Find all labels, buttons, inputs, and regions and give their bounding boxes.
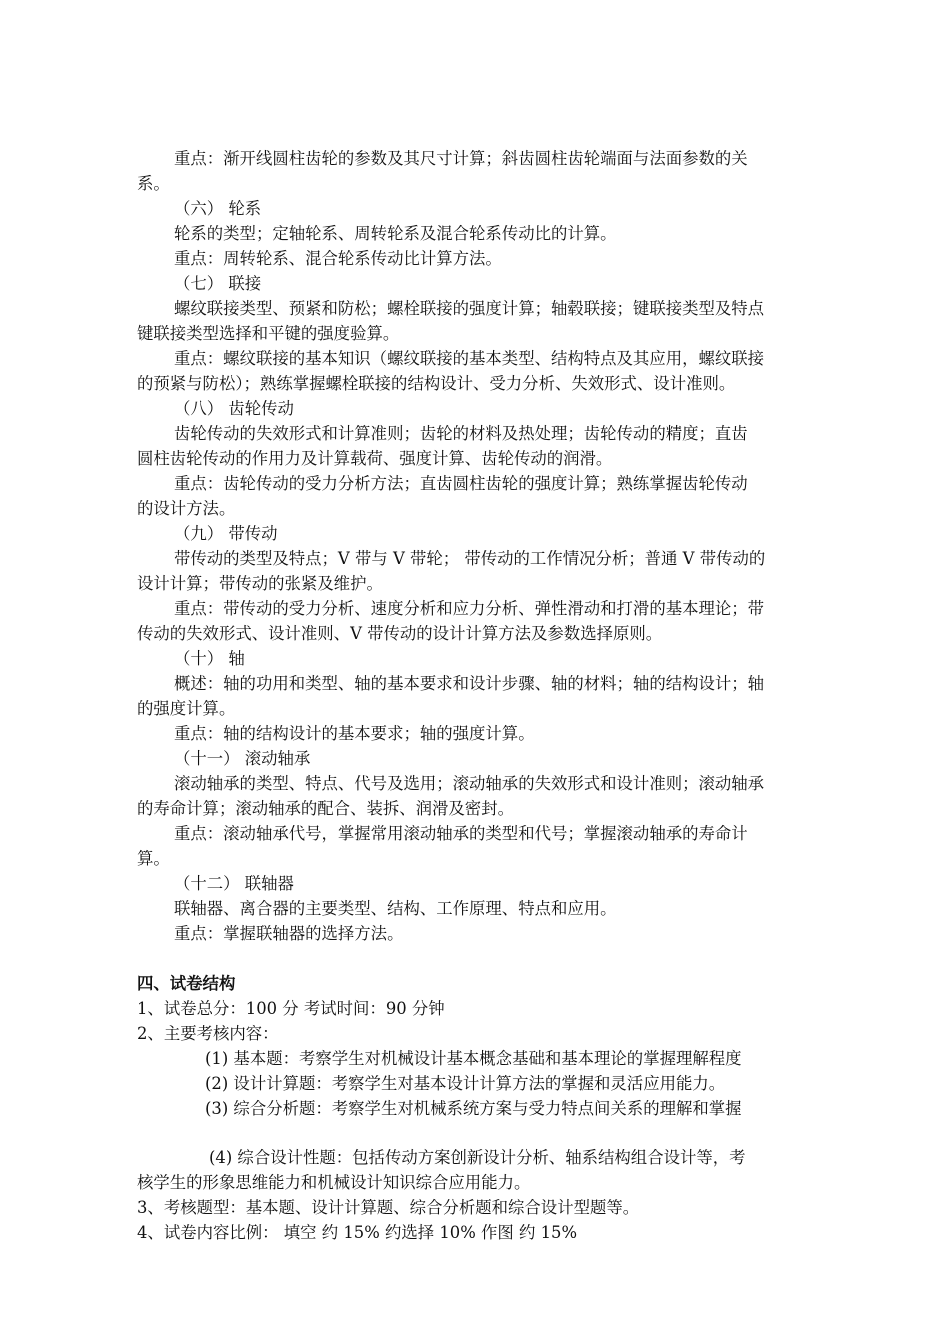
text-line: 1、试卷总分：100 分 考试时间：90 分钟 — [137, 999, 445, 1018]
text-line: 的预紧与防松）；熟练掌握螺栓联接的结构设计、受力分析、失效形式、设计准则。 — [137, 374, 736, 393]
text-line: （十一） 滚动轴承 — [174, 749, 311, 768]
text-line: （十） 轴 — [174, 649, 245, 668]
text-line: （六） 轮系 — [174, 199, 262, 218]
text-line: 联轴器、离合器的主要类型、结构、工作原理、特点和应用。 — [174, 899, 617, 918]
text-line: 3、考核题型：基本题、设计计算题、综合分析题和综合设计型题等。 — [137, 1198, 640, 1217]
text-line: 齿轮传动的失效形式和计算准则；齿轮的材料及热处理；齿轮传动的精度；直齿 — [174, 424, 748, 443]
text-line: （九） 带传动 — [174, 524, 278, 543]
text-line: 重点：轴的结构设计的基本要求；轴的强度计算。 — [174, 724, 535, 743]
text-line: （十二） 联轴器 — [174, 874, 294, 893]
text-line: (4) 综合设计性题：包括传动方案创新设计分析、轴系结构组合设计等，考 — [209, 1148, 746, 1167]
text-line: （八） 齿轮传动 — [174, 399, 294, 418]
text-line: (1) 基本题：考察学生对机械设计基本概念基础和基本理论的掌握理解程度 — [205, 1049, 742, 1068]
text-line: 2、主要考核内容： — [137, 1024, 279, 1043]
text-line: 滚动轴承的类型、特点、代号及选用；滚动轴承的失效形式和设计准则；滚动轴承 — [174, 774, 765, 793]
text-line: 重点：滚动轴承代号，掌握常用滚动轴承的类型和代号；掌握滚动轴承的寿命计 — [174, 824, 748, 843]
text-line: 概述：轴的功用和类型、轴的基本要求和设计步骤、轴的材料；轴的结构设计；轴 — [174, 674, 765, 693]
text-line: 的强度计算。 — [137, 699, 236, 718]
text-line: 重点：螺纹联接的基本知识（螺纹联接的基本类型、结构特点及其应用，螺纹联接 — [174, 349, 765, 368]
text-line: 核学生的形象思维能力和机械设计知识综合应用能力。 — [137, 1173, 531, 1192]
text-line: 的寿命计算；滚动轴承的配合、装拆、润滑及密封。 — [137, 799, 514, 818]
text-line: 圆柱齿轮传动的作用力及计算载荷、强度计算、齿轮传动的润滑。 — [137, 449, 613, 468]
text-line: 的设计方法。 — [137, 499, 236, 518]
section-heading: 四、试卷结构 — [137, 974, 236, 993]
text-line: (3) 综合分析题：考察学生对机械系统方案与受力特点间关系的理解和掌握 — [205, 1099, 742, 1118]
text-line: 系。 — [137, 174, 170, 193]
text-line: 螺纹联接类型、预紧和防松；螺栓联接的强度计算；轴毂联接；键联接类型及特点 — [174, 299, 765, 318]
text-line: 重点：周转轮系、混合轮系传动比计算方法。 — [174, 249, 502, 268]
text-line: 带传动的类型及特点；V 带与 V 带轮； 带传动的工作情况分析；普通 V 带传动的 — [174, 549, 766, 568]
text-line: 轮系的类型；定轴轮系、周转轮系及混合轮系传动比的计算。 — [174, 224, 617, 243]
text-line: 重点：掌握联轴器的选择方法。 — [174, 924, 404, 943]
text-line: 4、试卷内容比例： 填空 约 15% 约选择 10% 作图 约 15% — [137, 1223, 578, 1242]
text-line: （七） 联接 — [174, 274, 262, 293]
text-line: 键联接类型选择和平键的强度验算。 — [137, 324, 400, 343]
text-line: (2) 设计计算题：考察学生对基本设计计算方法的掌握和灵活应用能力。 — [205, 1074, 726, 1093]
text-line: 设计计算；带传动的张紧及维护。 — [137, 574, 383, 593]
text-line: 重点：齿轮传动的受力分析方法；直齿圆柱齿轮的强度计算；熟练掌握齿轮传动 — [174, 474, 748, 493]
text-line: 重点：带传动的受力分析、速度分析和应力分析、弹性滑动和打滑的基本理论；带 — [174, 599, 765, 618]
text-line: 重点：渐开线圆柱齿轮的参数及其尺寸计算；斜齿圆柱齿轮端面与法面参数的关 — [174, 149, 748, 168]
text-line: 算。 — [137, 849, 170, 868]
text-line: 传动的失效形式、设计准则、V 带传动的设计计算方法及参数选择原则。 — [137, 624, 663, 643]
